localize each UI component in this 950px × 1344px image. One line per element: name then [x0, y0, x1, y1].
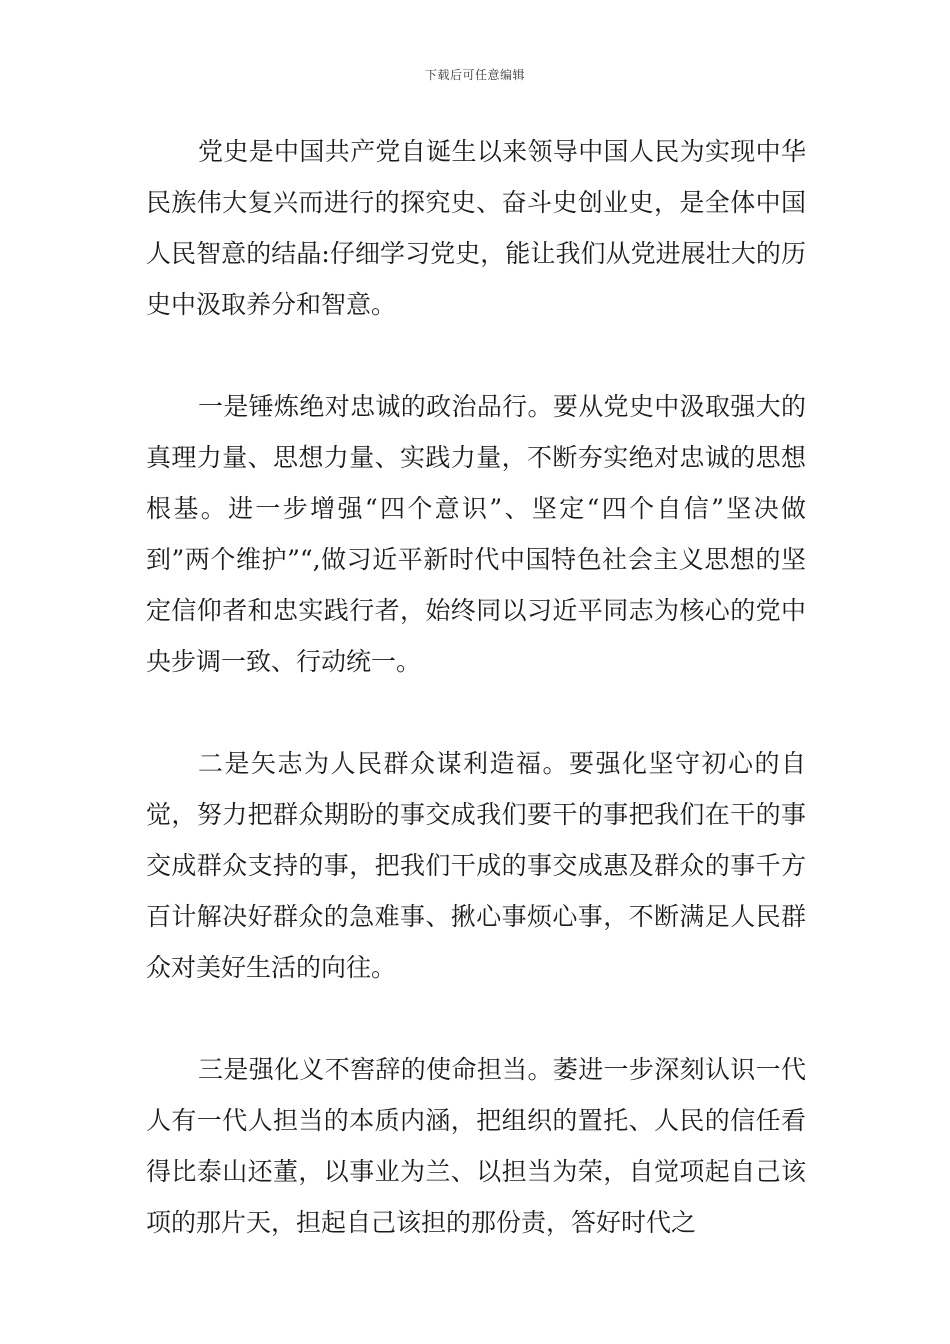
document-body: [146, 126, 806, 1299]
page-header-note: 下载后可任意编辑: [424, 68, 525, 82]
paragraph-point-two: 二是矢志为人民群众谋利造福。要强化坚守初心的自觉，努力把群众期盼的事交成我们要干的事把我们在干的事交成群众支持的事，把我们干成的事交成惠及群众的事千方百计解决好群众的急难事、揪心事烦心事，不断满足人民群众对美好生活的向往。: [146, 749, 806, 982]
paragraph-point-one: 一是锤炼绝对忠诚的政治品行。要从党史中汲取强大的真理力量、思想力量、实践力量，不断夯实绝对忠诚的思想根基。进一步增强“四个意识”、坚定“四个自信”坚决做到”两个维护”“,做习近平新时代中国特色社会主义思想的坚定信仰者和忠实践行者，始终同以习近平同志为核心的党中央步调一致、行动统一。: [146, 392, 807, 676]
paragraph-intro: 党史是中国共产党自诞生以来领导中国人民为实现中华民族伟大复兴而进行的探究史、奋斗史创业史，是全体中国人民智意的结晶:仔细学习党史，能让我们从党进展壮大的历史中汲取养分和智意。: [146, 137, 806, 319]
paragraph-point-three: 三是强化义不窖辞的使命担当。萎进一步深刻认识一代人有一代人担当的本质内涵，把组织的置托、人民的信任看得比泰山还董，以事业为兰、以担当为荣，自觉项起自己该项的那片天，担起自己该担的那份责，答好时代之: [146, 1055, 806, 1237]
